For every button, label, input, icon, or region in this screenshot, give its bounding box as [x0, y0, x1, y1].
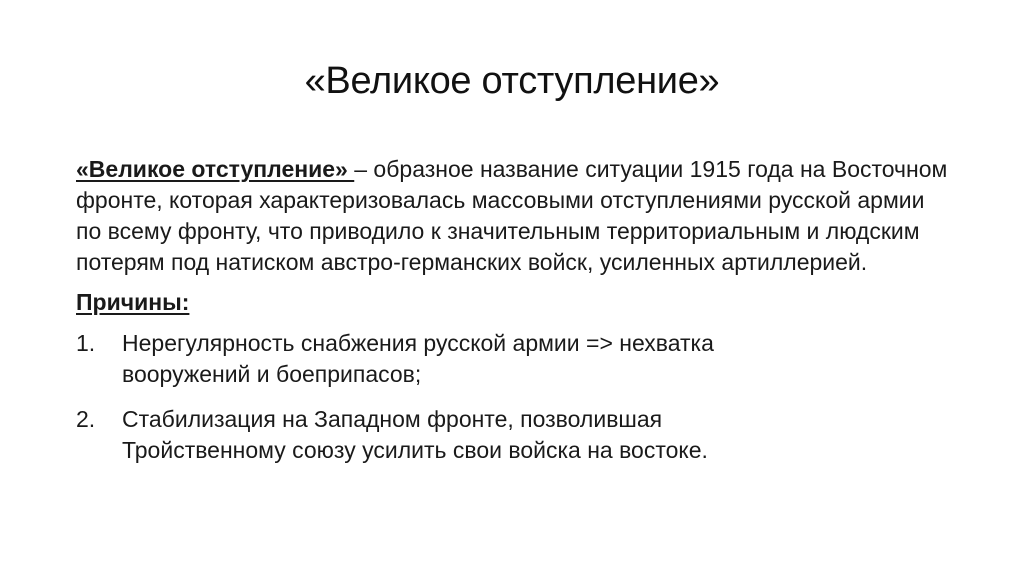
reasons-list [76, 328, 956, 466]
list-item-text: Стабилизация на Западном фронте, позволившая Тройственному союзу усилить свои войска на востоке. [122, 406, 708, 463]
definition-text: – образное название ситуации 1915 года на Восточном фронте, которая характеризовалась массовыми отступлениями русской армии по всему фронту, что приводило к значительным территориальным и людским потерям под натиском австро-германских войск, усиленных артиллерией. [76, 156, 948, 275]
definition-paragraph [76, 154, 956, 278]
definition-term: «Великое отступление» [76, 156, 355, 182]
slide-title: «Великое отступление» [304, 60, 720, 102]
list-item-text: Нерегулярность снабжения русской армии => нехватка вооружений и боеприпасов; [122, 330, 714, 387]
list-item [76, 404, 956, 466]
slide-content [76, 154, 956, 480]
list-item [76, 328, 956, 390]
reasons-heading: Причины: [76, 289, 190, 315]
list-item-number: 1. [76, 330, 96, 356]
list-item-number: 2. [76, 406, 96, 432]
